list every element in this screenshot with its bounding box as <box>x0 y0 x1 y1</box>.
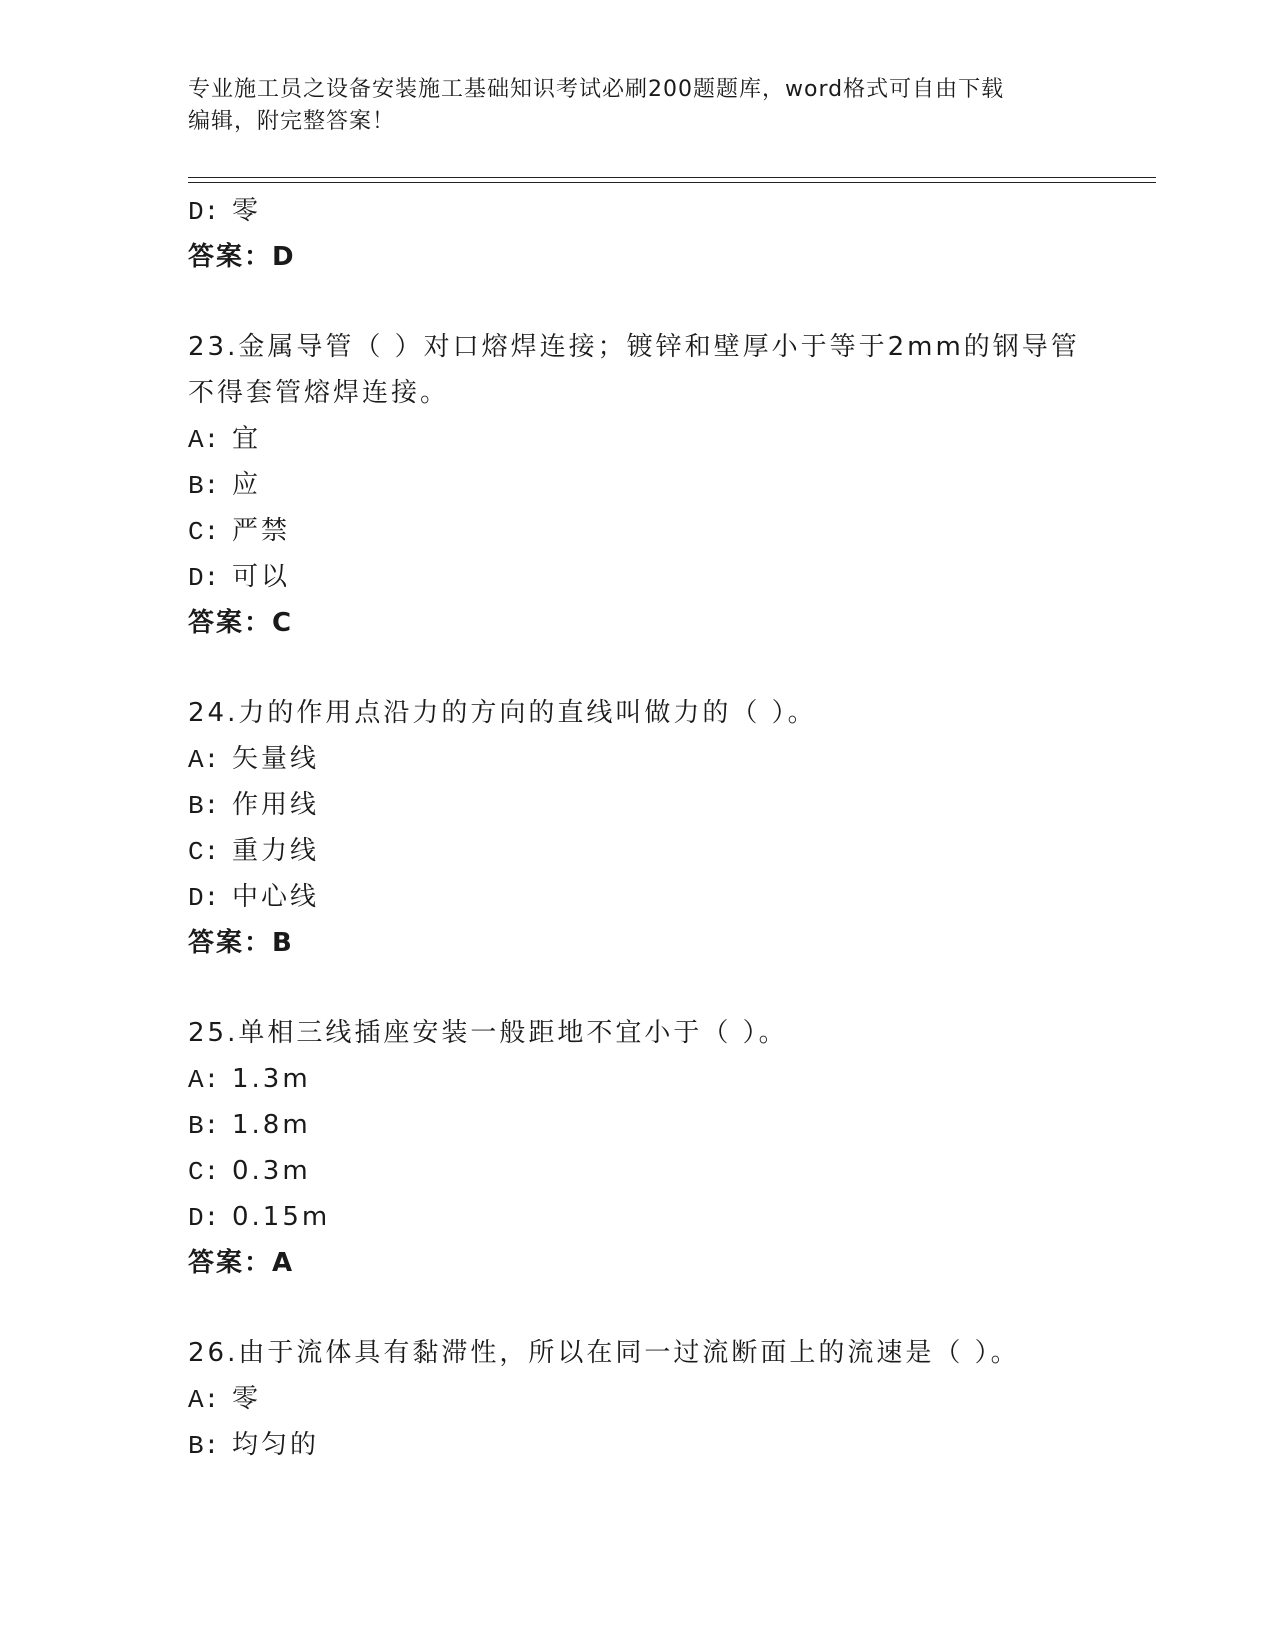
option-letter: D: <box>188 563 220 593</box>
question-25-text: 25.单相三线插座安装一般距地不宜小于（ ）。 <box>188 1018 788 1048</box>
question-25-answer: 答案：A <box>188 1248 295 1278</box>
option-text: 零 <box>232 196 262 226</box>
header-title-line-1: 专业施工员之设备安装施工基础知识考试必刷200题题库，word格式可自由下载 <box>188 77 1005 102</box>
option-letter: A: <box>188 1065 220 1095</box>
option-letter: B: <box>188 791 220 821</box>
question-23-answer: 答案：C <box>188 608 294 638</box>
option-text: 0.3m <box>232 1156 311 1186</box>
option-text: 中心线 <box>232 882 320 912</box>
question-24-option-d <box>188 874 1148 920</box>
option-letter: C: <box>188 837 220 867</box>
option-text: 重力线 <box>232 836 320 866</box>
question-23-text-line-1: 23.金属导管（ ）对口熔焊连接；镀锌和壁厚小于等于2mm的钢导管 <box>188 332 1080 362</box>
question-24-text: 24.力的作用点沿力的方向的直线叫做力的（ ）。 <box>188 698 817 728</box>
option-text: 0.15m <box>232 1202 331 1232</box>
option-letter: B: <box>188 1431 220 1461</box>
question-23-option-b <box>188 462 1148 508</box>
option-letter: D: <box>188 1203 220 1233</box>
question-24-option-c <box>188 828 1148 874</box>
option-letter: C: <box>188 1157 220 1187</box>
option-text: 宜 <box>232 424 262 454</box>
option-letter: D: <box>188 883 220 913</box>
option-letter: B: <box>188 1111 220 1141</box>
option-text: 1.3m <box>232 1064 311 1094</box>
option-letter: A: <box>188 425 220 455</box>
header-divider-top <box>188 177 1156 178</box>
option-letter: A: <box>188 1385 220 1415</box>
option-letter: D: <box>188 197 220 227</box>
header-title-line-2: 编辑，附完整答案！ <box>188 109 396 134</box>
option-letter: C: <box>188 517 220 547</box>
option-text: 均匀的 <box>232 1430 320 1460</box>
question-23-text-line-2: 不得套管熔焊连接。 <box>188 378 450 408</box>
question-24-answer: 答案：B <box>188 928 294 958</box>
option-text: 应 <box>232 470 262 500</box>
header-divider-bottom <box>188 182 1156 183</box>
option-text: 严禁 <box>232 516 291 546</box>
question-25-option-c <box>188 1148 1148 1194</box>
answer-line: 答案：D <box>188 242 296 272</box>
question-23-option-d <box>188 554 1148 600</box>
question-25-option-d <box>188 1194 1148 1240</box>
question-23-option-c <box>188 508 1148 554</box>
question-26-option-b <box>188 1422 1148 1468</box>
option-letter: A: <box>188 745 220 775</box>
option-text: 1.8m <box>232 1110 311 1140</box>
option-text: 零 <box>232 1384 262 1414</box>
option-text: 作用线 <box>232 790 320 820</box>
option-text: 矢量线 <box>232 744 320 774</box>
question-24-option-b <box>188 782 1148 828</box>
question-25-option-b <box>188 1102 1148 1148</box>
question-23-option-a <box>188 416 1148 462</box>
question-list <box>188 188 1148 1468</box>
question-26-option-a <box>188 1376 1148 1422</box>
option-text: 可以 <box>232 562 291 592</box>
question-25-option-a <box>188 1056 1148 1102</box>
page-header <box>188 74 1068 138</box>
question-26-text: 26.由于流体具有黏滞性，所以在同一过流断面上的流速是（ ）。 <box>188 1338 1020 1368</box>
option-letter: B: <box>188 471 220 501</box>
option-d <box>188 188 1148 234</box>
question-24-option-a <box>188 736 1148 782</box>
